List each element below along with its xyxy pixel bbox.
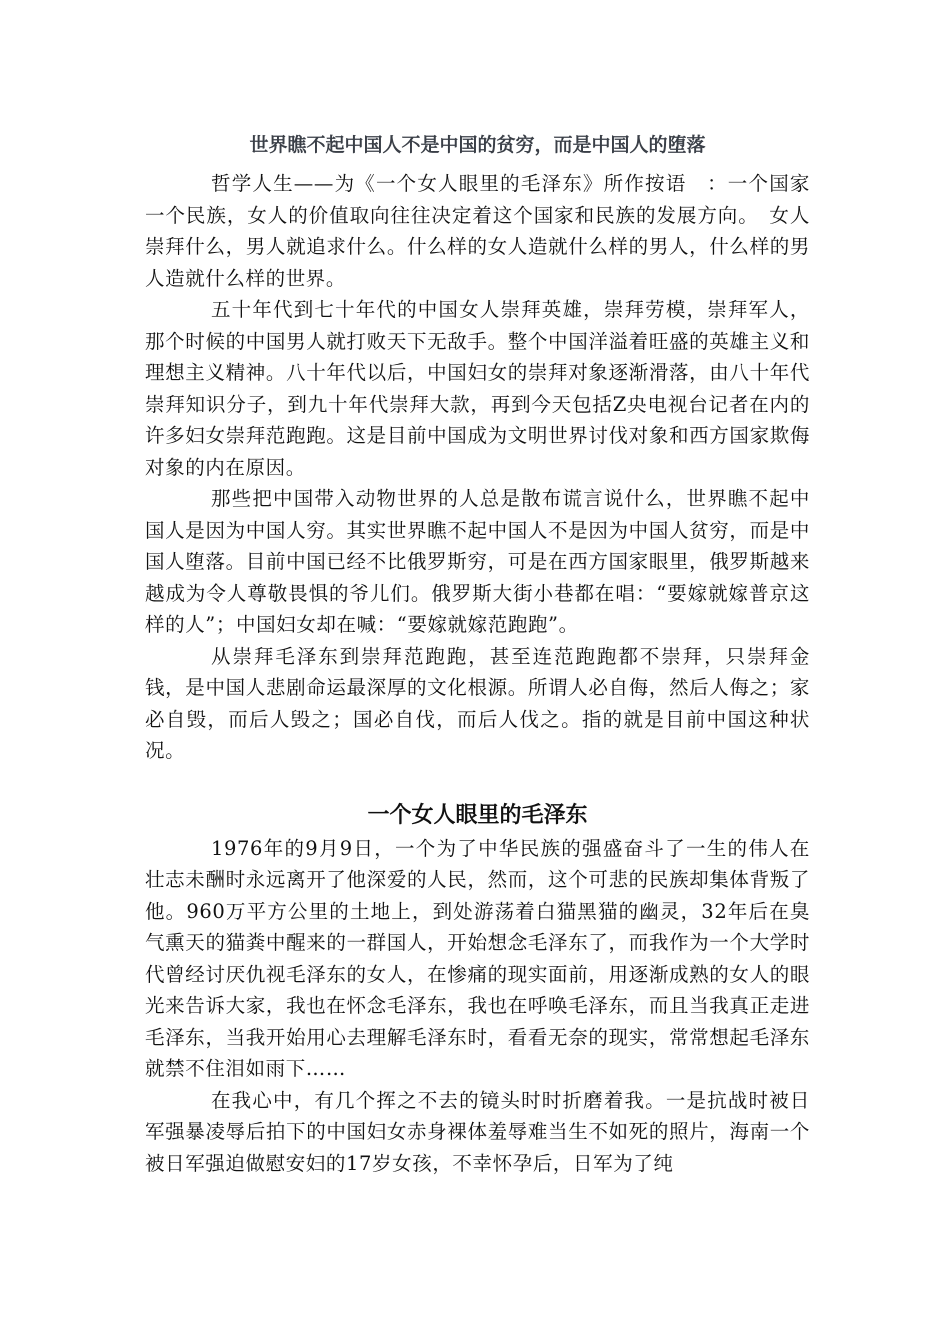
section-paragraph-2: 在我心中，有几个挥之不去的镜头时时折磨着我。一是抗战时被日军强暴凌辱后拍下的中国妇女赤身裸体羞辱难当生不如死的照片，海南一个被日军强迫做慰安妇的17岁女孩，不幸怀孕后，日军为了纯 [145,1088,810,1175]
intro-paragraph-1: 哲学人生——为《一个女人眼里的毛泽东》所作按语 ：一个国家一个民族，女人的价值取向往往决定着这个国家和民族的发展方向。 女人崇拜什么，男人就追求什么。什么样的女人造就什么样的男人，什么样的男人造就什么样的世界。 [145,172,810,290]
intro-paragraph-3: 那些把中国带入动物世界的人总是散布谎言说什么，世界瞧不起中国人是因为中国人穷。其实世界瞧不起中国人不是因为中国人贫穷，而是中国人堕落。目前中国已经不比俄罗斯穷，可是在西方国家眼里，俄罗斯越来越成为令人尊敬畏惧的爷儿们。俄罗斯大街小巷都在唱：“要嫁就嫁普京这样的人”；中国妇女却在喊：“要嫁就嫁范跑跑”。 [145,487,810,636]
intro-paragraph-2: 五十年代到七十年代的中国女人崇拜英雄，崇拜劳模，崇拜军人，那个时候的中国男人就打败天下无敌手。整个中国洋溢着旺盛的英雄主义和理想主义精神。八十年代以后，中国妇女的崇拜对象逐渐滑落，由八十年代崇拜知识分子，到九十年代崇拜大款，再到今天包括Z央电视台记者在内的许多妇女崇拜范跑跑。这是目前中国成为文明世界讨伐对象和西方国家欺侮对象的内在原因。 [145,298,810,479]
intro-paragraph-4: 从崇拜毛泽东到崇拜范跑跑，甚至连范跑跑都不崇拜，只崇拜金钱，是中国人悲剧命运最深厚的文化根源。所谓人必自侮，然后人侮之；家必自毁，而后人毁之；国必自伐，而后人伐之。指的就是目前中国这种状况。 [145,644,810,762]
document-page [145,120,810,1179]
section-paragraph-1: 1976年的9月9日，一个为了中华民族的强盛奋斗了一生的伟人在壮志未酬时永远离开了他深爱的人民，然而，这个可悲的民族却集体背叛了他。960万平方公里的土地上，到处游荡着白猫黑猫的幽灵，32年后在臭气熏天的猫粪中醒来的一群国人，开始想念毛泽东了，而我作为一个大学时代曾经讨厌仇视毛泽东的女人，在惨痛的现实面前，用逐渐成熟的女人的眼光来告诉大家，我也在怀念毛泽东，我也在呼唤毛泽东，而且当我真正走进毛泽东，当我开始用心去理解毛泽东时，看看无奈的现实，常常想起毛泽东就禁不住泪如雨下…… [145,836,810,1080]
section-title: 一个女人眼里的毛泽东 [367,802,588,828]
document-title: 世界瞧不起中国人不是中国的贫穷，而是中国人的堕落 [249,134,706,156]
